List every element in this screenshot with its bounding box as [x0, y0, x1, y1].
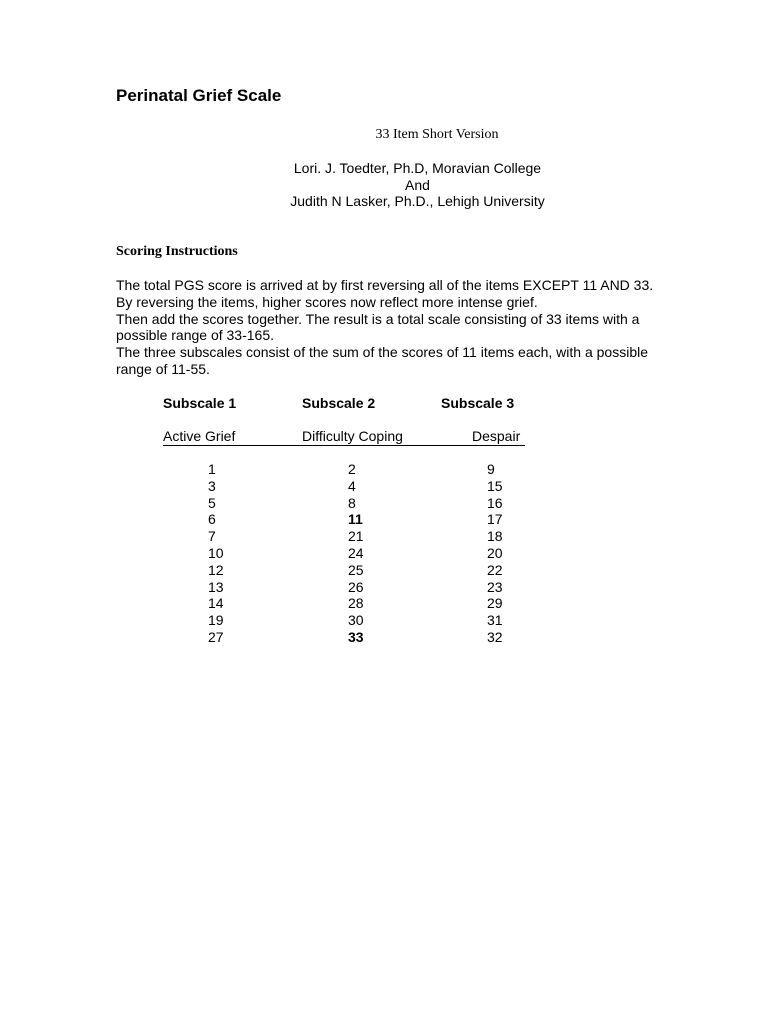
item-number: 16: [487, 494, 503, 511]
item-number: 10: [208, 544, 224, 561]
item-number: 5: [208, 494, 216, 511]
item-number: 15: [487, 477, 503, 494]
item-number: 24: [348, 544, 364, 561]
item-number: 17: [487, 511, 503, 528]
item-number-non-reversed: 11: [348, 511, 363, 528]
instruction-line: The three subscales consist of the sum of the scores of 11 items each, with a possible: [116, 344, 649, 361]
item-number: 12: [208, 561, 224, 578]
instruction-line: By reversing the items, higher scores now reflect more intense grief.: [116, 293, 538, 310]
subscale-1-name: Active Grief: [163, 428, 236, 444]
subscale-3-heading: Subscale 3: [441, 395, 515, 411]
subscale-2-items: [348, 461, 364, 646]
subscale-2-name: Difficulty Coping: [302, 428, 403, 444]
instruction-line: The total PGS score is arrived at by first reversing all of the items EXCEPT 11 AND 33.: [116, 277, 654, 293]
item-number: 30: [348, 612, 364, 629]
item-number: 31: [487, 612, 503, 629]
instruction-line: range of 11-55.: [116, 360, 210, 377]
scoring-instructions: [116, 277, 716, 378]
author-line: Judith N Lasker, Ph.D., Lehigh University: [290, 193, 545, 209]
item-number: 18: [487, 528, 503, 545]
item-number: 1: [208, 461, 216, 477]
item-number: 8: [348, 494, 356, 511]
document-subtitle: 33 Item Short Version: [375, 127, 499, 142]
item-number: 29: [487, 595, 503, 612]
subscale-1-items: [208, 461, 224, 646]
subscale-3-name: Despair: [472, 428, 521, 444]
author-line: And: [405, 176, 430, 193]
item-number: 21: [348, 528, 364, 545]
subscale-2-heading: Subscale 2: [302, 395, 376, 411]
item-number: 4: [348, 477, 356, 494]
item-number: 23: [487, 578, 503, 595]
item-number-non-reversed: 33: [348, 628, 364, 645]
item-number: 32: [487, 628, 503, 645]
item-number: 19: [208, 612, 224, 629]
item-number: 3: [208, 477, 216, 494]
subscale-names-underline: [163, 445, 525, 446]
item-number: 7: [208, 528, 216, 545]
author-line: Lori. J. Toedter, Ph.D, Moravian College: [293, 160, 542, 176]
subscale-1-heading: Subscale 1: [163, 395, 237, 411]
item-number: 26: [348, 578, 364, 595]
item-number: 6: [208, 511, 216, 528]
item-number: 14: [208, 595, 224, 612]
item-number: 27: [208, 628, 224, 645]
subscale-3-items: [487, 461, 503, 646]
instruction-line: possible range of 33-165.: [116, 327, 274, 344]
item-number: 13: [208, 578, 224, 595]
document-title: Perinatal Grief Scale: [116, 86, 282, 105]
item-number: 9: [487, 461, 495, 477]
item-number: 20: [487, 544, 503, 561]
instruction-line: Then add the scores together. The result is a total scale consisting of 33 items with a: [116, 310, 640, 327]
item-number: 22: [487, 561, 503, 578]
item-number: 2: [348, 461, 356, 477]
author-block: [240, 160, 595, 210]
item-number: 28: [348, 595, 364, 612]
section-heading: Scoring Instructions: [116, 244, 238, 259]
item-number: 25: [348, 561, 364, 578]
